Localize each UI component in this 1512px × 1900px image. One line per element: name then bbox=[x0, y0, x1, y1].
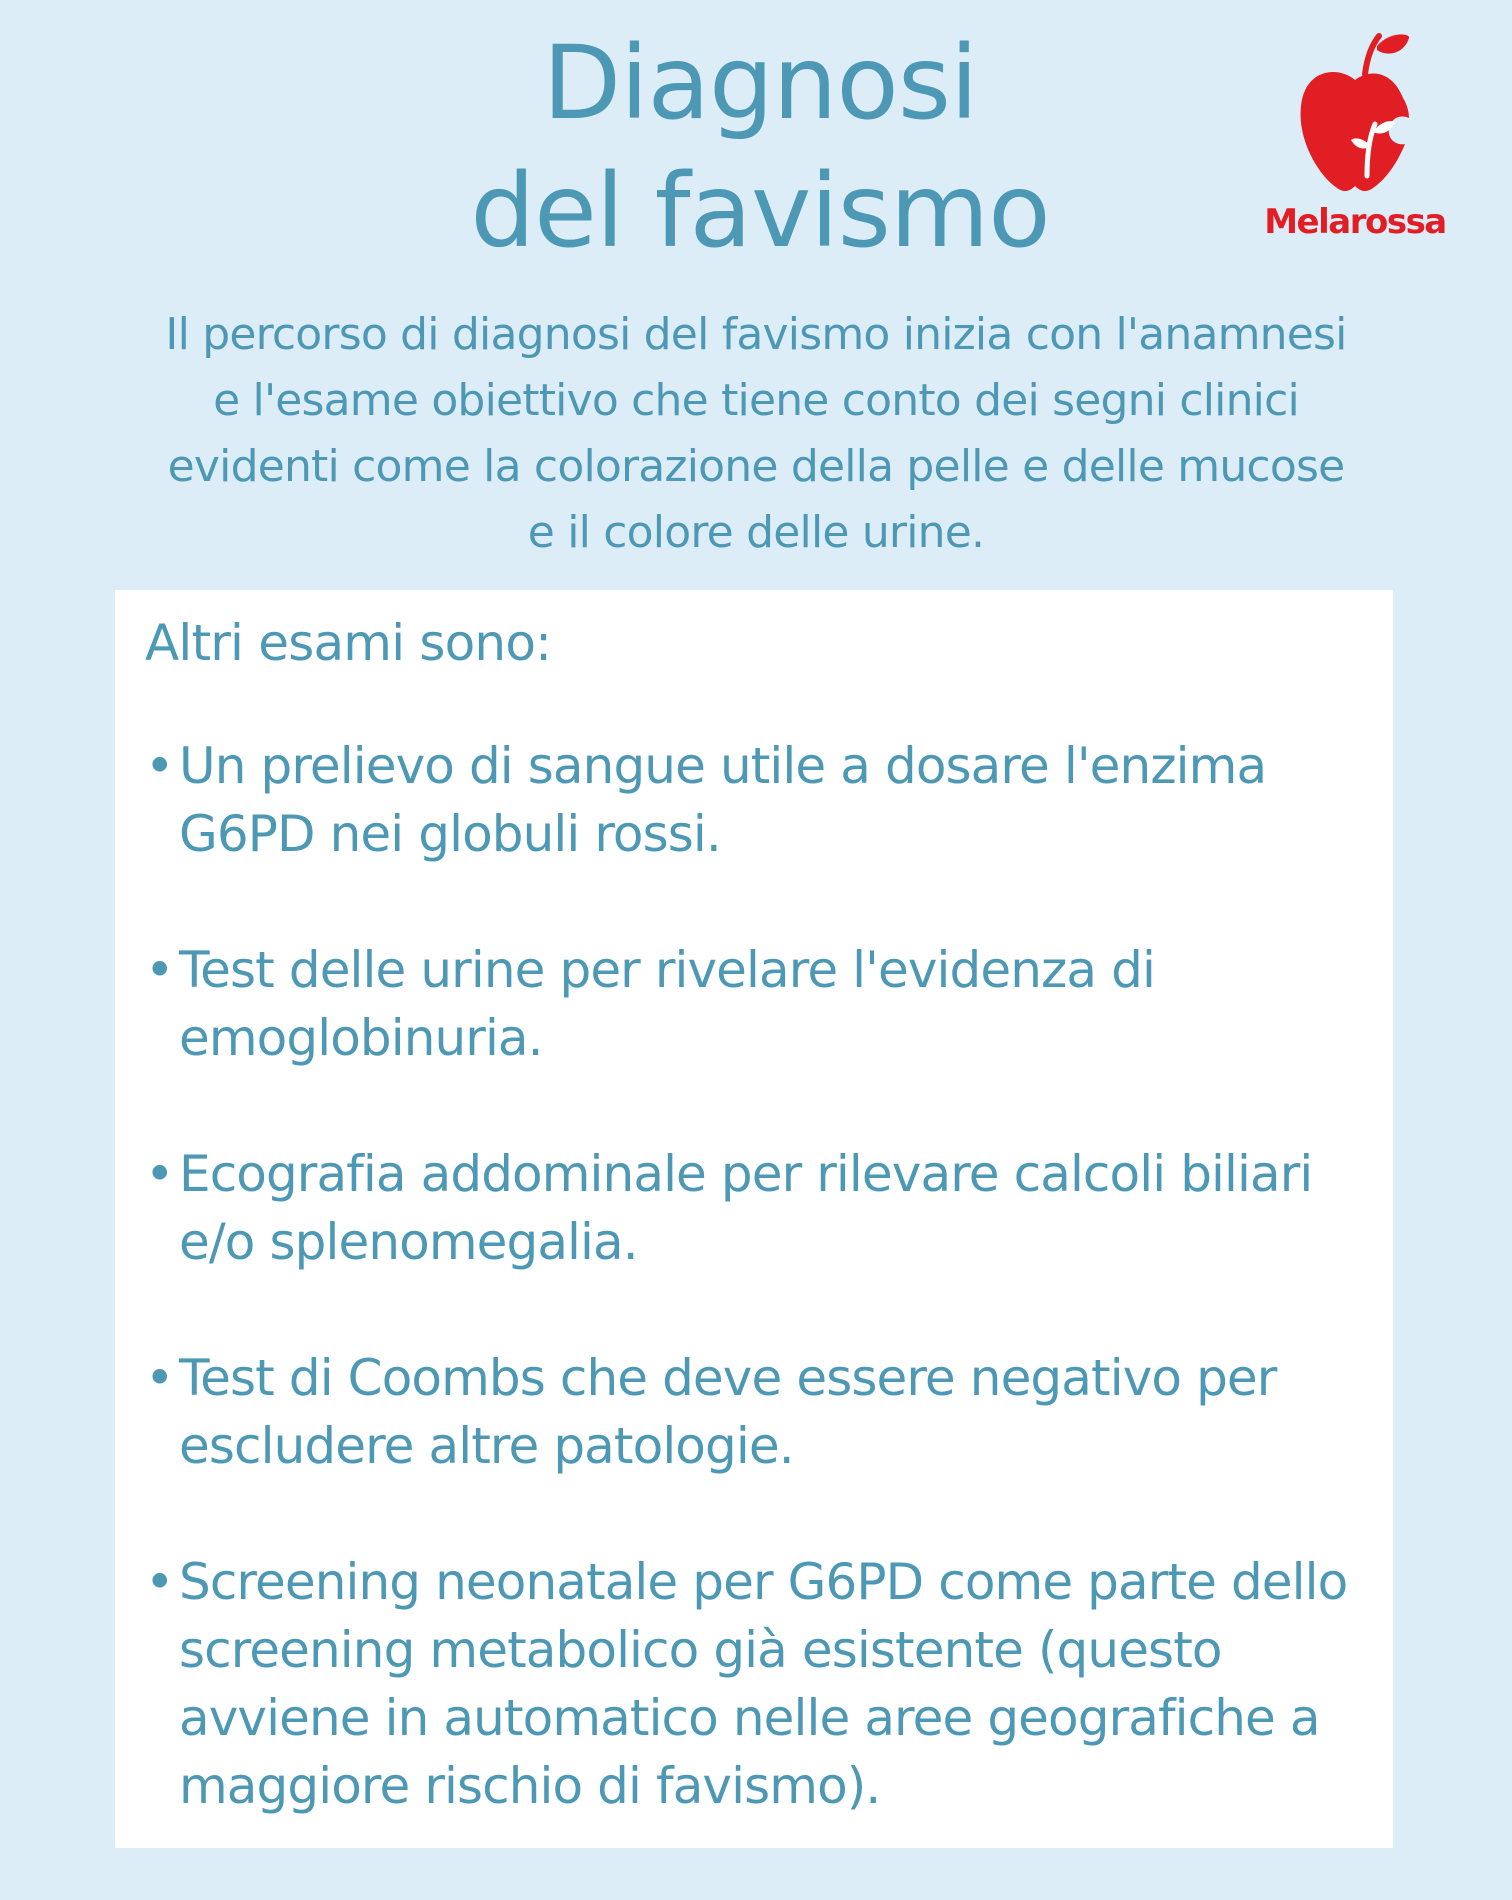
list-item bbox=[145, 732, 1365, 868]
intro-text: Il percorso di diagnosi del favismo inizia con l'anamnesi e l'esame obiettivo che tiene conto dei segni clinici evidenti come la colorazione della pelle e delle mucose e il colore delle urine. bbox=[165, 309, 1347, 558]
bullet-icon: • bbox=[145, 941, 174, 999]
bullet-icon: • bbox=[145, 737, 174, 795]
list-item bbox=[145, 1548, 1365, 1820]
page-title bbox=[380, 20, 1140, 276]
brand-name: Melarossa bbox=[1264, 202, 1446, 242]
exams-card bbox=[115, 590, 1393, 1848]
list-item-text: Ecografia addominale per rilevare calcoli biliari e/o splenomegalia. bbox=[179, 1145, 1313, 1271]
card-heading: Altri esami sono: bbox=[145, 614, 552, 672]
list-item bbox=[145, 936, 1365, 1072]
brand-logo bbox=[1250, 20, 1460, 250]
list-item-text: Un prelievo di sangue utile a dosare l'enzima G6PD nei globuli rossi. bbox=[179, 737, 1267, 863]
list-item bbox=[145, 1140, 1365, 1276]
exam-list bbox=[145, 732, 1365, 1888]
list-item-text: Test di Coombs che deve essere negativo per escludere altre patologie. bbox=[179, 1349, 1277, 1475]
title-line-1: Diagnosi bbox=[542, 24, 978, 143]
apple-icon bbox=[1295, 28, 1415, 200]
bullet-icon: • bbox=[145, 1553, 174, 1611]
title-line-2: del favismo bbox=[470, 152, 1050, 271]
bullet-icon: • bbox=[145, 1349, 174, 1407]
list-item bbox=[145, 1344, 1365, 1480]
list-item-text: Screening neonatale per G6PD come parte dello screening metabolico già esistente (questo avviene in automatico nelle aree geografiche a maggiore rischio di favismo). bbox=[179, 1553, 1348, 1815]
list-item-text: Test delle urine per rivelare l'evidenza di emoglobinuria. bbox=[179, 941, 1155, 1067]
bullet-icon: • bbox=[145, 1145, 174, 1203]
